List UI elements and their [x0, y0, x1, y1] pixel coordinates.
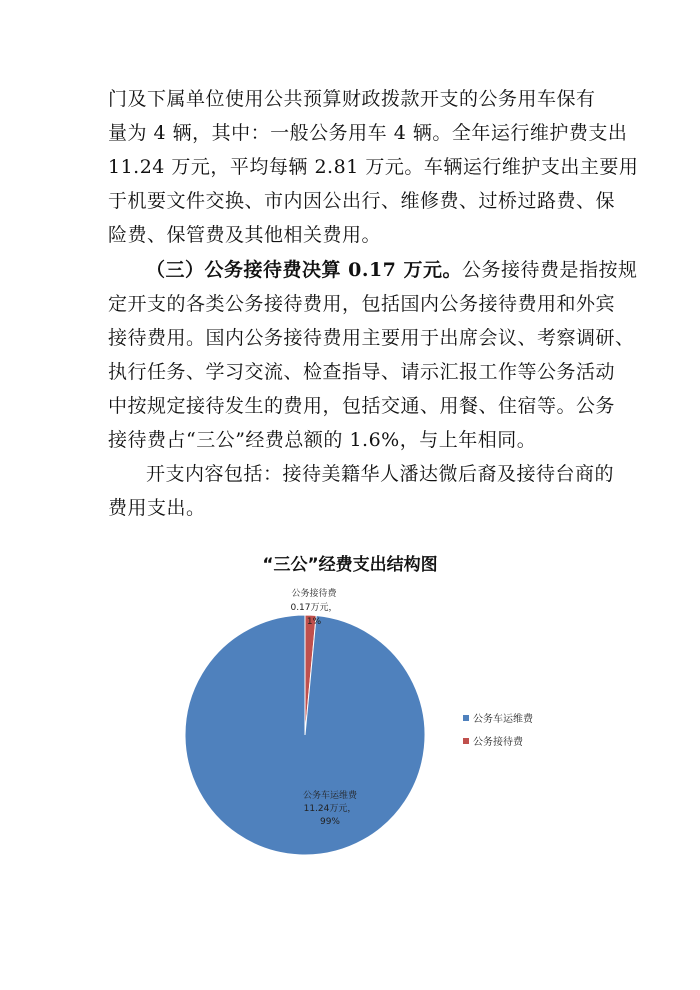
data-label-percent-reception: 1% [306, 617, 322, 627]
text-line: 费用支出。 [108, 497, 206, 519]
text-line: 11.24 万元，平均每辆 2.81 万元。车辆运行维护支出主要用 [108, 156, 639, 178]
text-line: 中按规定接待发生的费用，包括交通、用餐、住宿等。公务 [108, 395, 616, 417]
chart-title: “三公”经费支出结构图 [262, 555, 438, 575]
section-heading: （三）公务接待费决算 0.17 万元。 [146, 259, 463, 281]
text-line: 接待费占“三公”经费总额的 1.6%，与上年相同。 [108, 429, 537, 451]
data-label-name-vehicle: 公务车运维费 [302, 791, 358, 801]
text-line: 接待费用。国内公务接待费用主要用于出席会议、考察调研、 [108, 327, 635, 349]
text-line-rest: 公务接待费是指按规 [462, 259, 638, 281]
text-line: 定开支的各类公务接待费用，包括国内公务接待费用和外宾 [108, 293, 616, 315]
legend-label-vehicle: 公务车运维费 [473, 714, 533, 725]
text-line: 开支内容包括：接待美籍华人潘达微后裔及接待台商的 [146, 463, 615, 485]
data-label-value-vehicle: 11.24万元， [303, 804, 357, 814]
data-label-name-reception: 公务接待费 [291, 589, 337, 599]
data-label-percent-vehicle: 99% [319, 817, 341, 827]
legend [463, 712, 534, 748]
pie-slice-vehicle [185, 615, 425, 855]
legend-swatch-vehicle [463, 715, 469, 721]
text-line: 于机要文件交换、市内因公出行、维修费、过桥过路费、保 [108, 190, 616, 212]
text-line: 门及下属单位使用公共预算财政拨款开支的公务用车保有 [108, 88, 596, 110]
text-line: 量为 4 辆，其中：一般公务用车 4 辆。全年运行维护费支出 [108, 122, 628, 144]
legend-label-reception: 公务接待费 [473, 737, 523, 748]
data-label-value-reception: 0.17万元， [290, 603, 338, 613]
text-line: 险费、保管费及其他相关费用。 [108, 224, 382, 246]
legend-swatch-reception [463, 738, 469, 744]
pie-slices [185, 615, 425, 855]
text-line: 执行任务、学习交流、检查指导、请示汇报工作等公务活动 [108, 361, 616, 383]
